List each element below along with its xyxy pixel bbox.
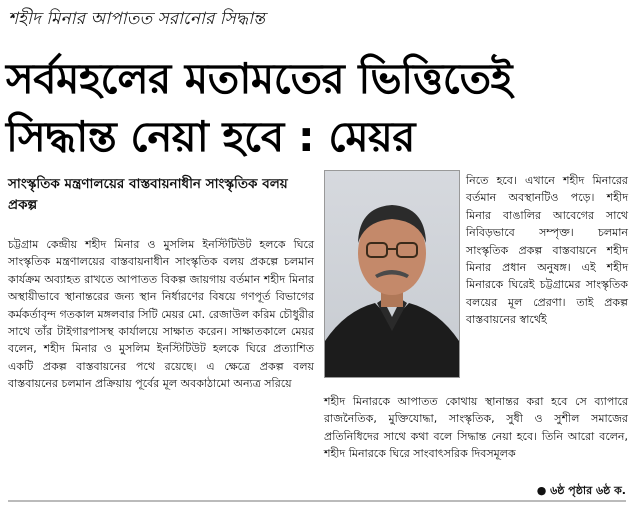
headline-line-1: সর্বমহলের মতামতের ভিত্তিতেই: [6, 54, 512, 103]
portrait-image: [325, 171, 459, 377]
article-kicker: শহীদ মিনার আপাতত সরানোর সিদ্ধান্ত: [8, 9, 265, 29]
headline-line-2: সিদ্ধান্ত নেয়া হবে : মেয়র: [6, 112, 416, 161]
body-column-right: [466, 172, 628, 329]
bottom-divider: [8, 500, 626, 502]
mayor-photo: [324, 170, 460, 378]
body-continuation: [324, 382, 628, 474]
continued-on-page: ● ৬ষ্ঠ পৃষ্ঠার ৬ষ্ঠ ক.: [536, 484, 626, 497]
article-subhead: সাংস্কৃতিক মন্ত্রণালয়ের বাস্তবায়নাধীন সাংস্কৃতিক বলয় প্রকল্প: [8, 176, 288, 213]
body-column-left: [8, 236, 314, 393]
body-paragraph: শহীদ মিনারকে আপাতত কোথায় স্থানান্তর করা হবে সে ব্যাপারে রাজনৈতিক, মুক্তিযোদ্ধা, সাংস্কৃতিক, সুধী ও সুশীল সমাজের প্রতিনিধিদের সাথে কথা বলে সিদ্ধান্ত নেয়া হবে। তিনি আরো বলেন, শহীদ মিনারকে ঘিরে সাংবাৎসরিক দিবসমূলক: [324, 395, 628, 461]
body-paragraph: নিতে হবে। এখানে শহীদ মিনারের বর্তমান অবস্থানটিও পড়ে। শহীদ মিনার বাঙালির আবেগের সাথে নিবিড়ভাবে সম্পৃক্ত। চলমান সাংস্কৃতিক প্রকল্প বাস্তবায়নে শহীদ মিনার প্রধান অনুষঙ্গ। এই শহীদ মিনারকে ঘিরেই চট্টগ্রামের সাংস্কৃতিক বলয়ের মূল প্রেরণা। তাই প্রকল্প বাস্তবায়নের স্বার্থেই: [466, 174, 628, 327]
body-paragraph: চট্টগ্রাম কেন্দ্রীয় শহীদ মিনার ও মুসলিম ইনস্টিটিউট হলকে ঘিরে সাংস্কৃতিক মন্ত্রণালয়ের বাস্তবায়নাধীন সাংস্কৃতিক বলয় প্রকল্পে চলমান কার্যক্রম অব্যাহত রাখতে আপাতত বিকল্প জায়গায় বর্তমান শহীদ মিনার অস্থায়ীভাবে স্থানান্তরের জন্য স্থান নির্ধারণের বিষয়ে গণপূর্ত বিভাগের কর্মকর্তাবৃন্দ গতকাল মঙ্গলবার সিটি মেয়র মো. রেজাউল করিম চৌধুরীর সাথে তাঁর টাইগারপাসস্থ কার্যালয়ে সাক্ষাত করেন। সাক্ষাতকালে মেয়র বলেন, শহীদ মিনার ও মুসলিম ইনস্টিটিউট হলকে ঘিরে প্রত্যাশিত একটি প্রকল্প বাস্তবায়নের পথে রয়েছে। এ ক্ষেত্রে প্রকল্প বলয় বাস্তবায়নের চলমান প্রক্রিয়ায় পূর্বের মূল অবকাঠামো অন্যত্র সরিয়ে: [8, 238, 314, 391]
